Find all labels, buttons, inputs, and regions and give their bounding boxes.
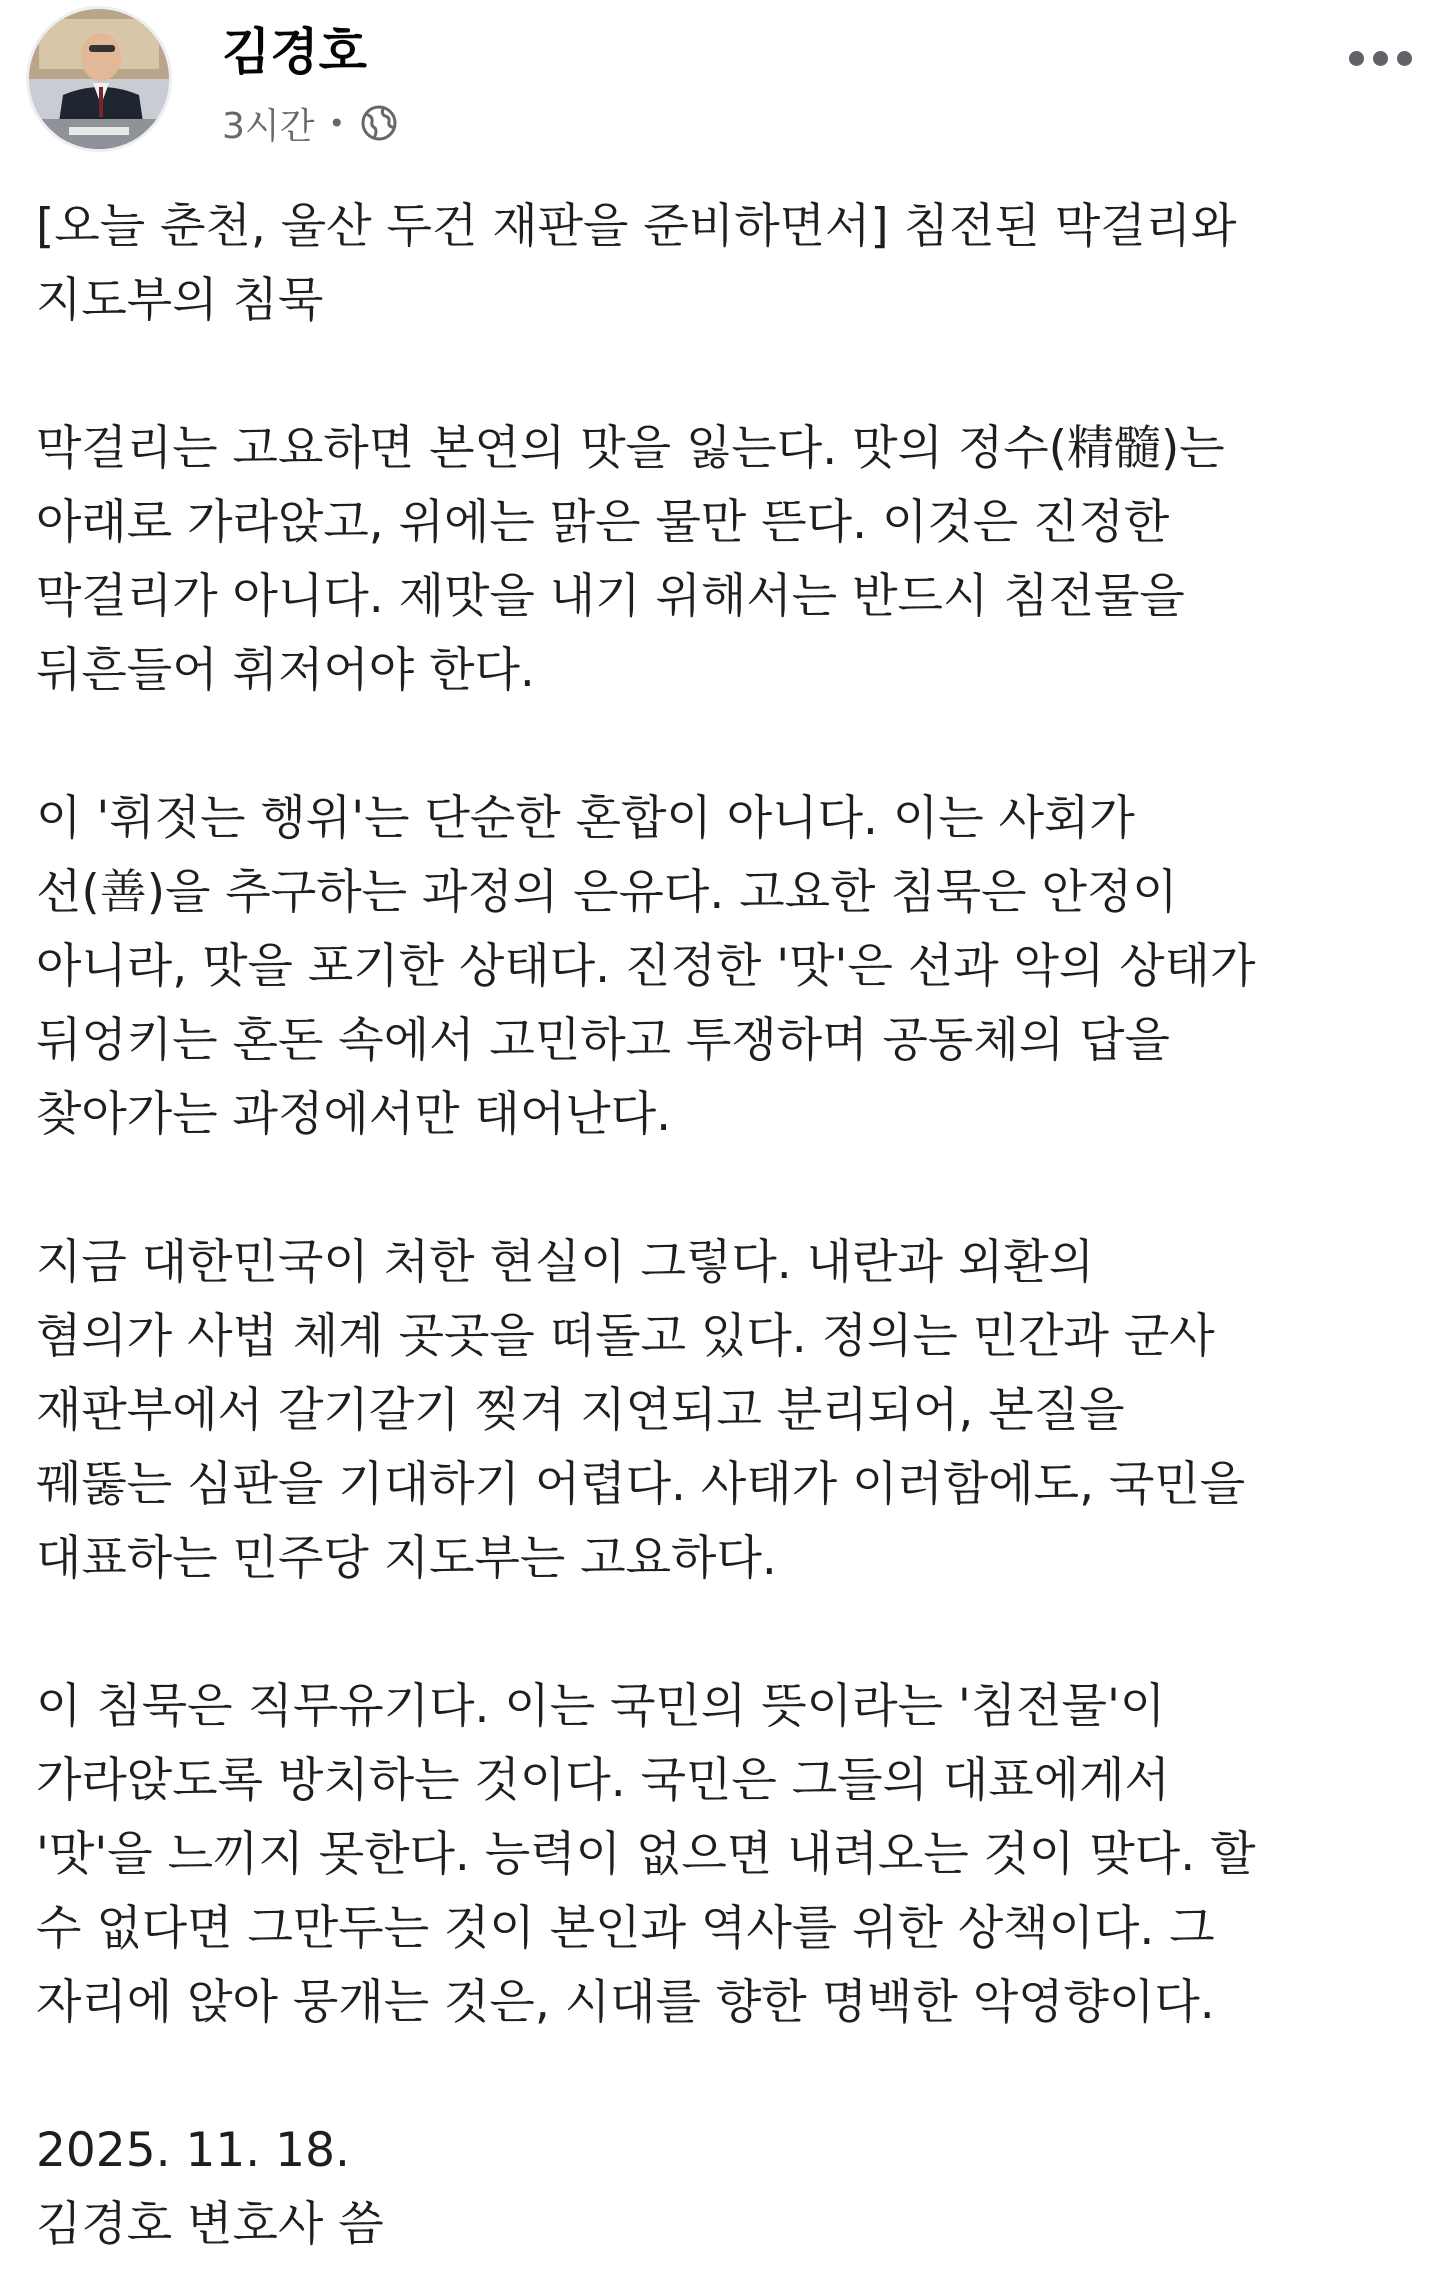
post-header <box>0 0 1439 160</box>
post-signature: 김경호 변호사 씀 <box>36 2197 384 2252</box>
avatar[interactable] <box>26 6 172 152</box>
avatar-photo-icon <box>29 9 169 149</box>
post-meta <box>222 98 399 148</box>
more-options-button[interactable] <box>1340 38 1420 78</box>
post-title-paragraph: [오늘 춘천, 울산 두건 재판을 준비하면서] 침전된 막걸리와 지도부의 침묵 <box>36 199 1237 328</box>
post-date: 2025. 11. 18. <box>36 2123 350 2178</box>
more-options-icon <box>1373 51 1388 66</box>
post-paragraph: 이 '휘젓는 행위'는 단순한 혼합이 아니다. 이는 사회가 선(善)을 추구하는 과정의 은유다. 고요한 침묵은 안정이 아니라, 맛을 포기한 상태다. 진정한 '맛'은 선과 악의 상태가 뒤엉키는 혼돈 속에서 고민하고 투쟁하며 공동체의 답을 찾아가는 과정에서만 태어난다. <box>36 791 1256 1142</box>
post-body <box>36 190 1396 2262</box>
meta-separator: • <box>328 106 345 140</box>
post-paragraph: 지금 대한민국이 처한 현실이 그렇다. 내란과 외환의 혐의가 사법 체계 곳곳을 떠돌고 있다. 정의는 민간과 군사 재판부에서 갈기갈기 찢겨 지연되고 분리되어, 본질을 꿰뚫는 심판을 기대하기 어렵다. 사태가 이러함에도, 국민을 대표하는 민주당 지도부는 고요하다. <box>36 1235 1246 1586</box>
more-options-icon <box>1397 51 1412 66</box>
post-paragraph: 막걸리는 고요하면 본연의 맛을 잃는다. 맛의 정수(精髓)는 아래로 가라앉고, 위에는 맑은 물만 뜬다. 이것은 진정한 막걸리가 아니다. 제맛을 내기 위해서는 반드시 침전물을 뒤흔들어 휘저어야 한다. <box>36 421 1225 698</box>
more-options-icon <box>1349 51 1364 66</box>
author-name[interactable]: 김경호 <box>222 23 367 81</box>
globe-icon[interactable] <box>359 103 399 143</box>
post-paragraph: 이 침묵은 직무유기다. 이는 국민의 뜻이라는 '침전물'이 가라앉도록 방치하는 것이다. 국민은 그들의 대표에게서 '맛'을 느끼지 못한다. 능력이 없으면 내려오는 것이 맞다. 할 수 없다면 그만두는 것이 본인과 역사를 위한 상책이다. 그 자리에 앉아 뭉개는 것은, 시대를 향한 명백한 악영향이다. <box>36 1679 1256 2030</box>
post-timestamp[interactable]: 3시간 <box>222 105 315 147</box>
